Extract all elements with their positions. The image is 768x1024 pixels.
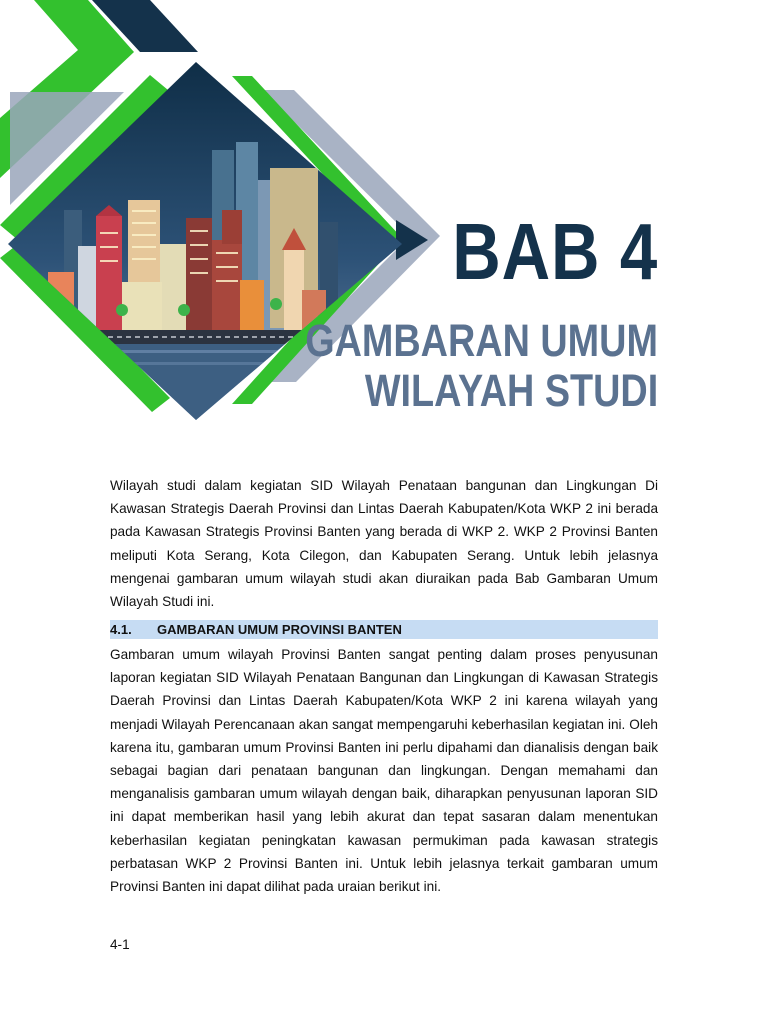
chapter-title-line-2: WILAYAH STUDI	[364, 365, 658, 416]
section-paragraph: Gambaran umum wilayah Provinsi Banten sangat penting dalam proses penyusunan laporan kegiatan SID Wilayah Penataan Bangunan dan Lingkungan di Kawasan Strategis Daerah Provinsi dan Lintas Daerah Kabupaten/Kota WKP 2 ini karena wilayah yang menjadi Wilayah Perencanaan akan sangat mempengaruhi keberhasilan kegiatan ini. Oleh karena itu, gambaran umum Provinsi Banten ini perlu dipahami dan dianalisis dengan baik sebagai bagian dari penataan bangunan dan lingkungan. Dengan memahami dan menganalisis gambaran umum wilayah dengan baik, diharapkan penyusunan laporan SID ini dapat memberikan hasil yang lebih akurat dan tepat sasaran dalam menentukan keberhasilan kegiatan peningkatan kawasan permukiman pada kawasan strategis perbatasan WKP 2 Provinsi Banten ini. Untuk lebih jelasnya terkait gambaran umum Provinsi Banten ini dapat dilihat pada uraian berikut ini.	[110, 647, 658, 895]
intro-paragraph: Wilayah studi dalam kegiatan SID Wilayah Penataan bangunan dan Lingkungan Di Kawasan Strategis Daerah Provinsi dan Lintas Daerah Kabupaten/Kota WKP 2 ini berada pada Kawasan Strategis Provinsi Banten yang berada di WKP 2. WKP 2 Provinsi Banten meliputi Kota Serang, Kota Cilegon, dan Kabupaten Serang. Untuk lebih jelasnya mengenai gambaran umum wilayah studi akan diuraikan pada Bab Gambaran Umum Wilayah Studi ini.	[110, 478, 658, 610]
section-heading	[110, 620, 658, 639]
chapter-heading: BAB 4	[452, 207, 658, 296]
chapter-title-line-1: GAMBARAN UMUM	[305, 315, 658, 366]
page-number: 4-1	[110, 937, 130, 952]
section-title: GAMBARAN UMUM PROVINSI BANTEN	[157, 622, 402, 637]
section-number: 4.1.	[110, 622, 132, 637]
